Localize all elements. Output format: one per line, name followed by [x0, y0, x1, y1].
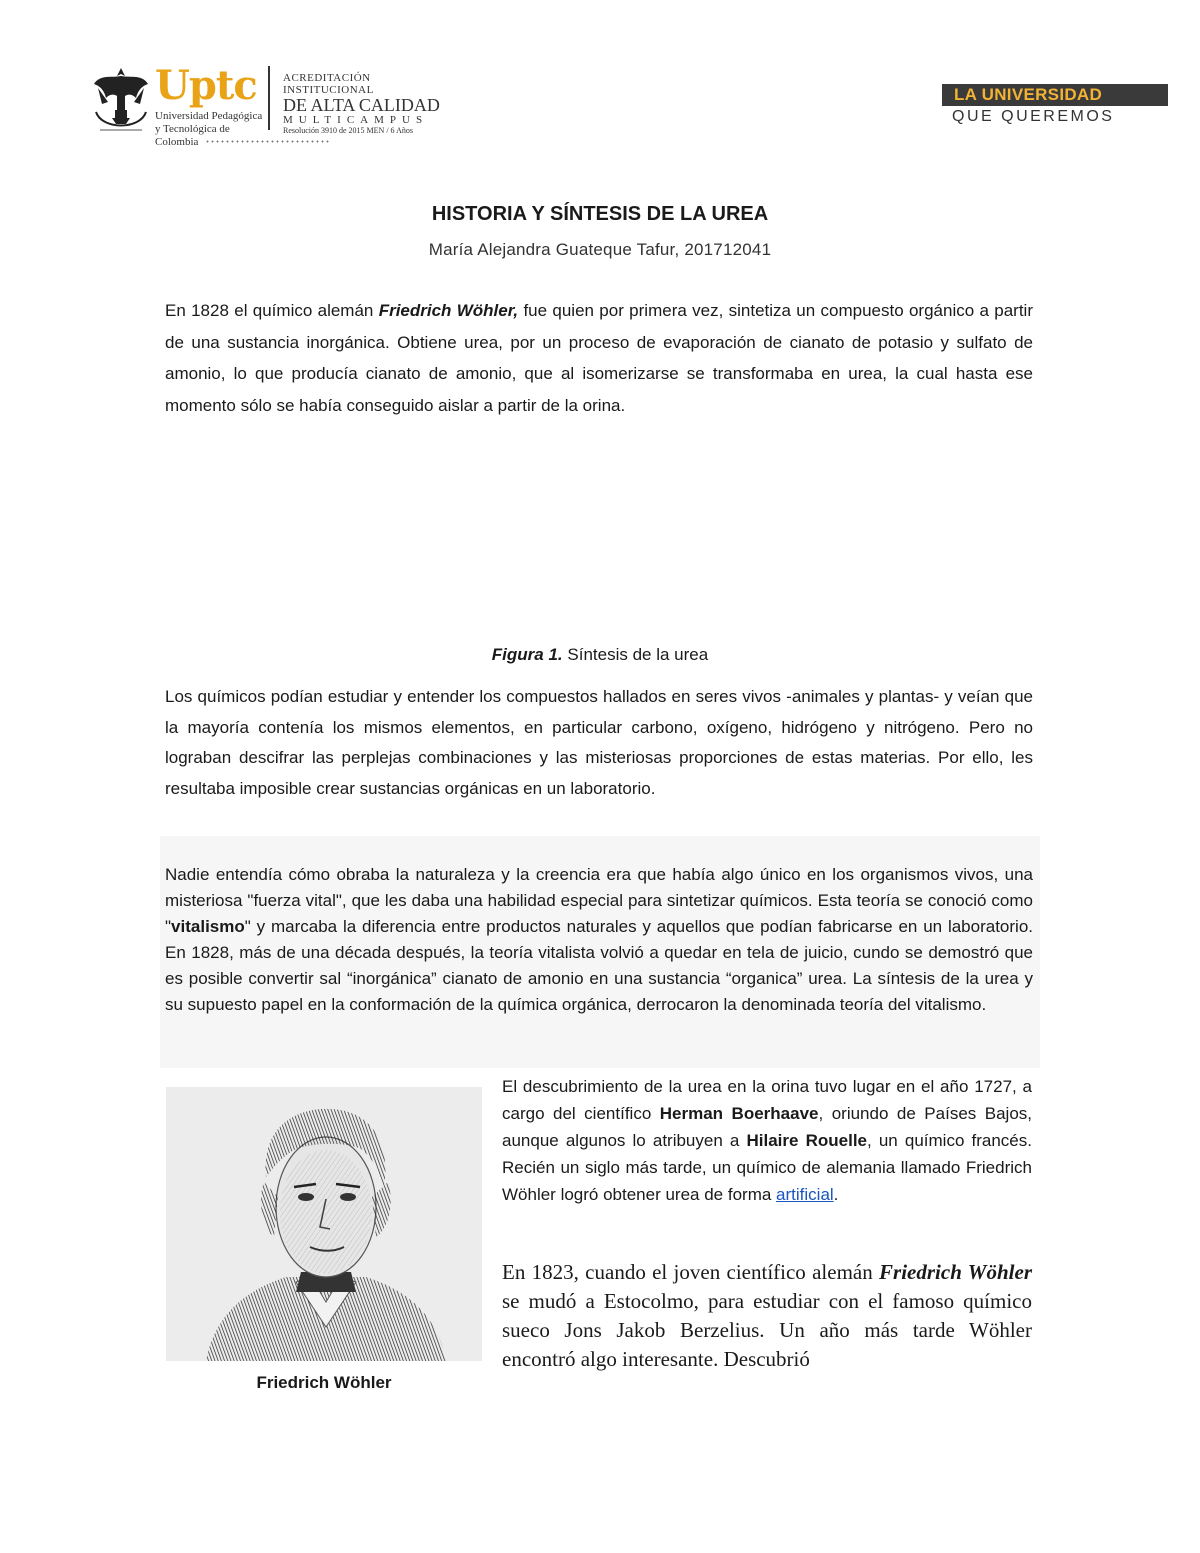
uptc-logo: [155, 62, 265, 149]
p1-name: Friedrich Wöhler,: [378, 301, 519, 320]
slogan-top: LA UNIVERSIDAD: [942, 84, 1168, 106]
wohler-portrait-illustration: [166, 1087, 482, 1361]
paragraph-wohler-1823: [502, 1258, 1032, 1374]
accreditation-line-4: Resolución 3910 de 2015 MEN / 6 Años: [283, 126, 413, 135]
paragraph-discovery: [502, 1073, 1032, 1208]
accreditation-line-1: ACREDITACIÓN INSTITUCIONAL: [283, 72, 374, 96]
p1-text-after: fue quien por primera vez, sintetiza un compuesto orgánico a partir de una sustancia inorgánica. Obtiene urea, por un proceso de evaporación de cianato de potasio y sulfato de amonio, lo que producía cianato de amonio, que al isomerizarse se transformaba en urea, la cual hasta ese momento sólo se había conseguido aislar a partir de la orina.: [165, 301, 1033, 415]
p4-text-3: , un químico francés. Recién un siglo más tarde, un químico de alemania llamado Friedrich Wöhler logró obtener urea de forma: [502, 1131, 1032, 1204]
p4-bold-boerhaave: Herman Boerhaave: [659, 1104, 819, 1123]
document-title: HISTORIA Y SÍNTESIS DE LA UREA: [431, 203, 769, 225]
paragraph-intro: [165, 295, 1033, 421]
document-author: María Alejandra Guateque Tafur, 201712041: [428, 240, 772, 259]
uptc-subtitle: Universidad Pedagógica y Tecnológica de Colombia: [155, 110, 263, 148]
figure-text: Síntesis de la urea: [562, 645, 709, 664]
p3-text-before: Nadie entendía cómo obraba la naturaleza y la creencia era que había algo único en los organismos vivos, una misteriosa "fuerza vital", que les daba una habilidad especial para sintetizar químicos. Esta teoría se conoció como ": [165, 865, 1033, 936]
logo-divider: [268, 66, 270, 130]
artificial-link[interactable]: artificial: [776, 1185, 834, 1204]
p5-text-2: se mudó a Estocolmo, para estudiar con el famoso químico sueco Jons Jakob Berzelius. Un año más tarde Wöhler encontró algo interesante. Descubrió: [502, 1289, 1032, 1371]
p5-bold-name: Friedrich Wöhler: [879, 1260, 1032, 1284]
p4-bold-rouelle: Hilaire Rouelle: [746, 1131, 867, 1150]
university-crest-icon: [92, 64, 150, 140]
figure-caption: [0, 645, 1200, 665]
figure-label: Figura 1.: [491, 645, 563, 664]
paragraph-chemists: Los químicos podían estudiar y entender los compuestos hallados en seres vivos -animales y plantas- y veían que la mayoría contenía los mismos elementos, en particular carbono, oxígeno, hidrógeno y nitrógeno. Pero no lograban descifrar las perplejas combinaciones y las misteriosas proporciones de estas materias. Por ello, les resultaba imposible crear sustancias orgánicas en un laboratorio.: [165, 687, 1033, 798]
portrait-caption: Friedrich Wöhler: [256, 1373, 392, 1392]
p4-text-4: .: [833, 1185, 839, 1204]
paragraph-vitalism: [165, 862, 1033, 1018]
accreditation-line-2: DE ALTA CALIDAD: [283, 95, 440, 115]
p1-text-before: En 1828 el químico alemán: [165, 301, 379, 320]
p4-text-1: El descubrimiento de la urea en la orina tuvo lugar en el año 1727, a cargo del científico: [502, 1077, 1032, 1123]
portrait-image: [166, 1087, 482, 1361]
accreditation-line-3: MULTICAMPUS: [283, 114, 429, 126]
accreditation-badge: [283, 72, 443, 136]
decorative-dot-line: [205, 140, 330, 143]
page-header: [0, 0, 1200, 170]
slogan-bottom: QUE QUEREMOS: [952, 108, 1115, 125]
p3-text-after: " y marcaba la diferencia entre productos naturales y aquellos que podían fabricarse en un laboratorio. En 1828, más de una década después, la teoría vitalista volvió a quedar en tela de juicio, cundo se demostró que es posible convertir sal “inorgánica” cianato de amonio en una sustancia “organica” urea. La síntesis de la urea y su supuesto papel en la conformación de la química orgánica, derrocaron la denominada teoría del vitalismo.: [165, 917, 1033, 1014]
uptc-wordmark: Uptc: [155, 62, 257, 109]
p4-text-2: , oriundo de Países Bajos, aunque algunos lo atribuyen a: [502, 1104, 1033, 1150]
p3-bold: vitalismo: [171, 917, 245, 936]
p5-text-1: En 1823, cuando el joven científico alemán: [502, 1260, 880, 1284]
